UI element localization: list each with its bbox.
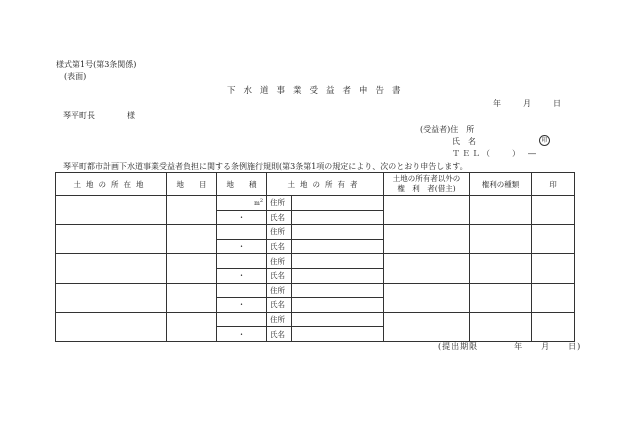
table-header-row bbox=[56, 173, 575, 196]
right-type-cell[interactable] bbox=[470, 225, 532, 254]
area-unit: m bbox=[254, 200, 260, 208]
owner-address-label: 住所 bbox=[267, 254, 292, 269]
date-line: 年 月 日 bbox=[493, 99, 563, 108]
lot-no-cell[interactable] bbox=[167, 254, 217, 283]
owner-name-label: 氏名 bbox=[267, 298, 292, 313]
owner-name-label: 氏名 bbox=[267, 239, 292, 254]
intro-text: 琴平町都市計画下水道事業受益者負担に関する条例施行規則(第3条第1項の規定により、次のとおり申告します。 bbox=[63, 162, 468, 171]
owner-name-field[interactable] bbox=[292, 239, 384, 254]
table-row bbox=[56, 283, 575, 298]
header-right-type: 権利の種類 bbox=[470, 173, 532, 196]
application-table bbox=[55, 172, 575, 342]
tel-line: ＴＥＬ（ ） ― bbox=[452, 149, 538, 158]
right-type-cell[interactable] bbox=[470, 312, 532, 341]
header-location: 土地の所在地 bbox=[56, 173, 167, 196]
rights-holder-cell[interactable] bbox=[384, 196, 470, 225]
area-unit-cell bbox=[217, 312, 267, 327]
area-decimal-dot: ・ bbox=[217, 298, 267, 313]
table-row bbox=[56, 254, 575, 269]
area-decimal-dot: ・ bbox=[217, 239, 267, 254]
seal-cell[interactable] bbox=[532, 283, 575, 312]
addressee: 琴平町長 様 bbox=[63, 111, 135, 120]
owner-address-label: 住所 bbox=[267, 312, 292, 327]
header-owner: 土地の所有者 bbox=[267, 173, 384, 196]
location-cell[interactable] bbox=[56, 196, 167, 225]
owner-name-field[interactable] bbox=[292, 298, 384, 313]
area-unit-cell bbox=[217, 196, 267, 211]
rights-holder-cell[interactable] bbox=[384, 312, 470, 341]
owner-name-label: 氏名 bbox=[267, 268, 292, 283]
header-area: 地 積 bbox=[217, 173, 267, 196]
location-cell[interactable] bbox=[56, 225, 167, 254]
owner-address-label: 住所 bbox=[267, 283, 292, 298]
seal-icon: 印 bbox=[539, 135, 550, 146]
owner-address-field[interactable] bbox=[292, 312, 384, 327]
rights-holder-cell[interactable] bbox=[384, 254, 470, 283]
right-type-cell[interactable] bbox=[470, 254, 532, 283]
location-cell[interactable] bbox=[56, 283, 167, 312]
owner-address-field[interactable] bbox=[292, 283, 384, 298]
owner-name-label: 氏名 bbox=[267, 210, 292, 225]
header-seal: 印 bbox=[532, 173, 575, 196]
table-row bbox=[56, 196, 575, 211]
owner-address-field[interactable] bbox=[292, 254, 384, 269]
area-unit-cell bbox=[217, 225, 267, 240]
owner-address-label: 住所 bbox=[267, 225, 292, 240]
rights-holder-line1: 土地の所有者以外の bbox=[392, 174, 461, 183]
location-cell[interactable] bbox=[56, 312, 167, 341]
seal-cell[interactable] bbox=[532, 254, 575, 283]
owner-address-label: 住所 bbox=[267, 196, 292, 211]
area-decimal-dot: ・ bbox=[217, 210, 267, 225]
owner-address-field[interactable] bbox=[292, 196, 384, 211]
owner-address-field[interactable] bbox=[292, 225, 384, 240]
right-type-cell[interactable] bbox=[470, 196, 532, 225]
area-unit-cell bbox=[217, 254, 267, 269]
area-unit-cell bbox=[217, 283, 267, 298]
applicant-name-label: 氏 名 bbox=[452, 137, 476, 146]
rights-holder-cell[interactable] bbox=[384, 225, 470, 254]
area-decimal-dot: ・ bbox=[217, 327, 267, 342]
owner-name-field[interactable] bbox=[292, 268, 384, 283]
owner-name-field[interactable] bbox=[292, 327, 384, 342]
lot-no-cell[interactable] bbox=[167, 283, 217, 312]
seal-cell[interactable] bbox=[532, 196, 575, 225]
location-cell[interactable] bbox=[56, 254, 167, 283]
lot-no-cell[interactable] bbox=[167, 225, 217, 254]
seal-cell[interactable] bbox=[532, 312, 575, 341]
face-label: (表面) bbox=[64, 72, 87, 81]
lot-no-cell[interactable] bbox=[167, 312, 217, 341]
applicant-seal bbox=[539, 135, 550, 146]
area-unit-sup: 2 bbox=[259, 198, 263, 205]
form-number: 様式第1号(第3条関係) bbox=[56, 60, 137, 69]
page-title: 下水道事業受益者申告書 bbox=[227, 86, 409, 96]
seal-cell[interactable] bbox=[532, 225, 575, 254]
table-row bbox=[56, 225, 575, 240]
header-rights-holder bbox=[384, 173, 470, 196]
deadline-line: (提出期限 年 月 日) bbox=[438, 342, 582, 351]
owner-name-field[interactable] bbox=[292, 210, 384, 225]
header-lot-no: 地 目 bbox=[167, 173, 217, 196]
area-decimal-dot: ・ bbox=[217, 268, 267, 283]
applicant-address-label: (受益者)住 所 bbox=[420, 125, 475, 134]
lot-no-cell[interactable] bbox=[167, 196, 217, 225]
right-type-cell[interactable] bbox=[470, 283, 532, 312]
rights-holder-line2: 権 利 者(借主) bbox=[397, 184, 456, 193]
owner-name-label: 氏名 bbox=[267, 327, 292, 342]
rights-holder-cell[interactable] bbox=[384, 283, 470, 312]
table-row bbox=[56, 312, 575, 327]
